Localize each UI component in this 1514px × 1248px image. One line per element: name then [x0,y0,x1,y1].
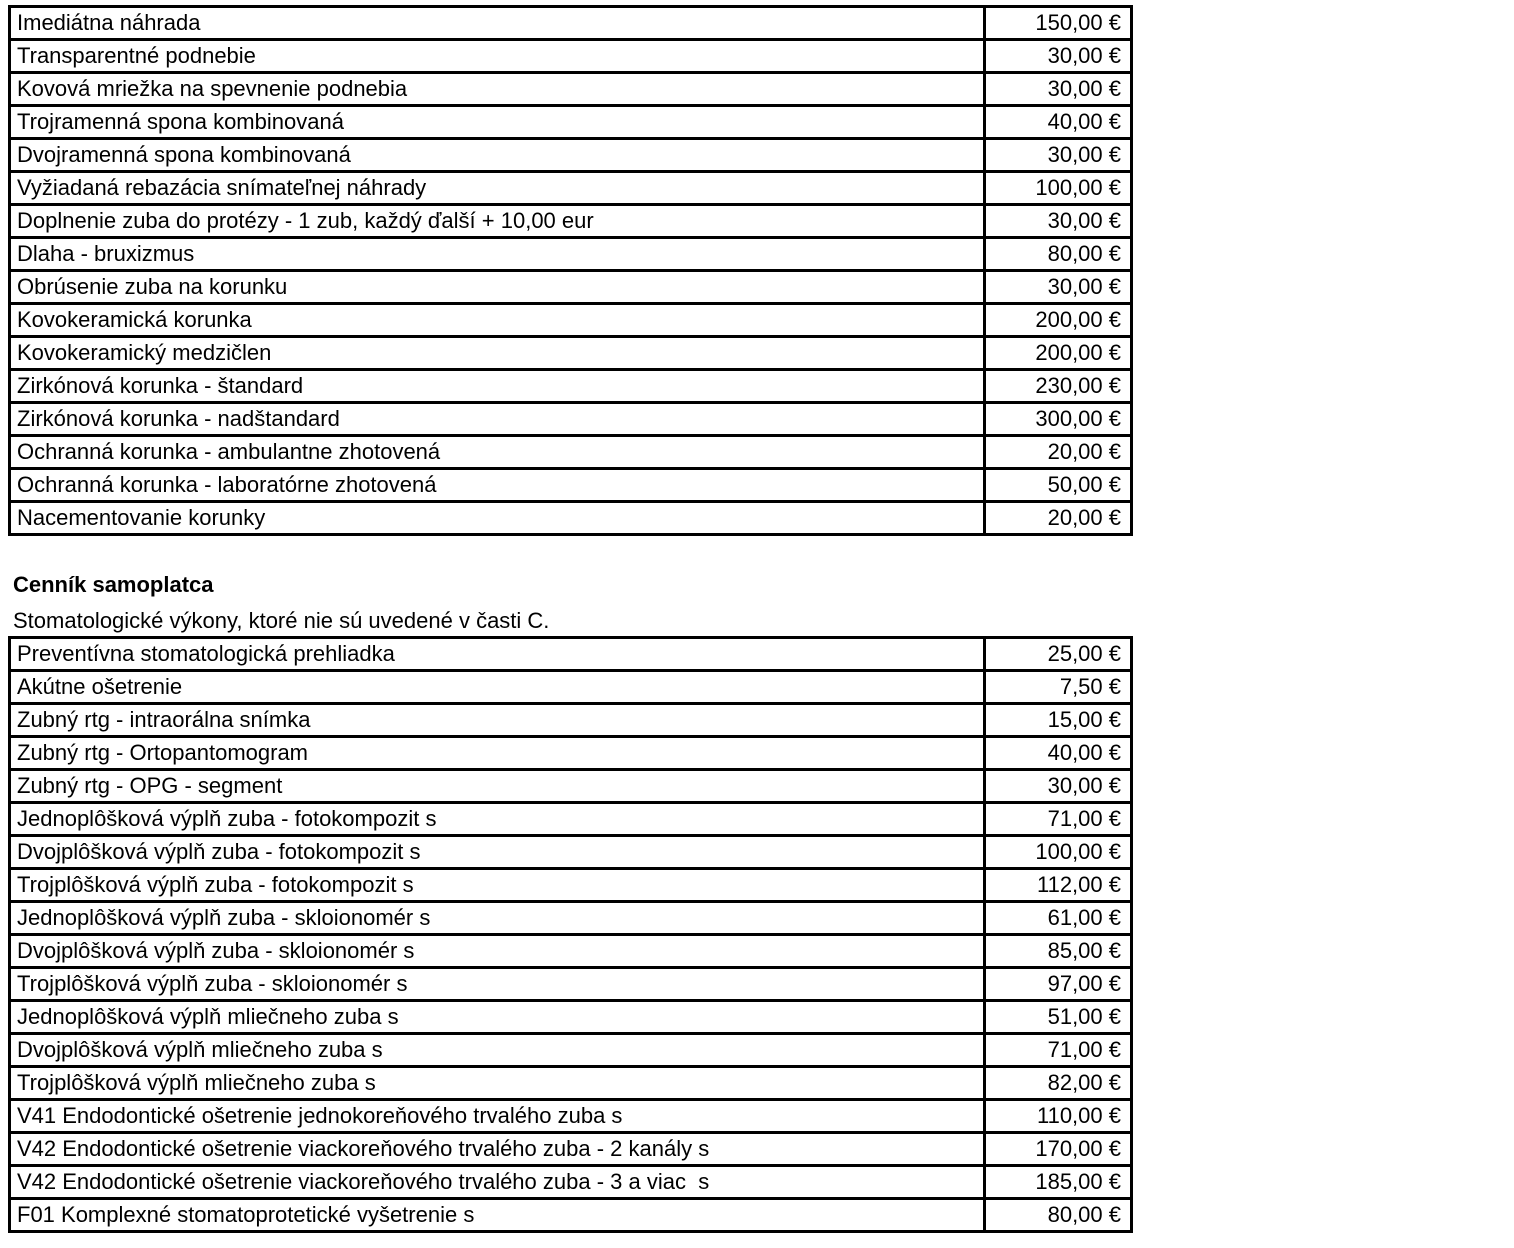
item-name-cell: Zubný rtg - intraorálna snímka [10,704,985,737]
table-row [10,770,1132,803]
item-name-cell: Akútne ošetrenie [10,671,985,704]
item-price-cell: 30,00 € [985,139,1132,172]
item-price-cell: 51,00 € [985,1001,1132,1034]
item-price-cell: 82,00 € [985,1067,1132,1100]
section-title-cennik-samoplatca: Cenník samoplatca [13,572,214,597]
table-row [10,1100,1132,1133]
item-price-cell: 80,00 € [985,1199,1132,1232]
item-name-cell: Dvojplôšková výplň zuba - fotokompozit s [10,836,985,869]
item-name-cell: Zirkónová korunka - štandard [10,370,985,403]
item-price-cell: 200,00 € [985,337,1132,370]
table-row [10,172,1132,205]
item-name-cell: V42 Endodontické ošetrenie viackoreňového trvalého zuba - 2 kanály s [10,1133,985,1166]
price-table-samoplatca [8,636,1133,1233]
table-row [10,337,1132,370]
table-row [10,403,1132,436]
table-row [10,836,1132,869]
item-price-cell: 40,00 € [985,106,1132,139]
item-name-cell: Zubný rtg - OPG - segment [10,770,985,803]
table-row [10,106,1132,139]
item-price-cell: 110,00 € [985,1100,1132,1133]
item-name-cell: Kovokeramická korunka [10,304,985,337]
table-row [10,1034,1132,1067]
item-price-cell: 85,00 € [985,935,1132,968]
item-name-cell: Kovokeramický medzičlen [10,337,985,370]
item-price-cell: 30,00 € [985,271,1132,304]
item-name-cell: Jednoplôšková výplň mliečneho zuba s [10,1001,985,1034]
table-row [10,304,1132,337]
table-row [10,935,1132,968]
table-row [10,139,1132,172]
item-price-cell: 61,00 € [985,902,1132,935]
item-name-cell: F01 Komplexné stomatoprotetické vyšetrenie s [10,1199,985,1232]
table-row [10,1001,1132,1034]
item-price-cell: 71,00 € [985,803,1132,836]
item-name-cell: Kovová mriežka na spevnenie podnebia [10,73,985,106]
item-price-cell: 100,00 € [985,836,1132,869]
table-row [10,205,1132,238]
table-row [10,469,1132,502]
table-row [10,502,1132,535]
item-price-cell: 150,00 € [985,7,1132,40]
table-row [10,73,1132,106]
item-price-cell: 80,00 € [985,238,1132,271]
item-name-cell: Jednoplôšková výplň zuba - skloionomér s [10,902,985,935]
item-name-cell: Trojplôšková výplň zuba - skloionomér s [10,968,985,1001]
table-row [10,238,1132,271]
item-name-cell: Dvojramenná spona kombinovaná [10,139,985,172]
item-name-cell: Trojramenná spona kombinovaná [10,106,985,139]
table-row [10,704,1132,737]
table-row [10,968,1132,1001]
table-row [10,803,1132,836]
item-price-cell: 30,00 € [985,770,1132,803]
table-row [10,1199,1132,1232]
table-row [10,436,1132,469]
item-price-cell: 25,00 € [985,638,1132,671]
item-price-cell: 30,00 € [985,205,1132,238]
table-row [10,1067,1132,1100]
item-name-cell: V42 Endodontické ošetrenie viackoreňového trvalého zuba - 3 a viac s [10,1166,985,1199]
table-row [10,638,1132,671]
item-name-cell: Imediátna náhrada [10,7,985,40]
item-price-cell: 20,00 € [985,502,1132,535]
item-price-cell: 40,00 € [985,737,1132,770]
price-table-prosthetics [8,5,1133,536]
item-name-cell: Ochranná korunka - laboratórne zhotovená [10,469,985,502]
item-price-cell: 71,00 € [985,1034,1132,1067]
item-price-cell: 97,00 € [985,968,1132,1001]
table-row [10,671,1132,704]
item-name-cell: Trojplôšková výplň mliečneho zuba s [10,1067,985,1100]
item-price-cell: 112,00 € [985,869,1132,902]
item-price-cell: 185,00 € [985,1166,1132,1199]
item-name-cell: Vyžiadaná rebazácia snímateľnej náhrady [10,172,985,205]
item-name-cell: Dvojplôšková výplň mliečneho zuba s [10,1034,985,1067]
item-name-cell: V41 Endodontické ošetrenie jednokoreňového trvalého zuba s [10,1100,985,1133]
item-price-cell: 15,00 € [985,704,1132,737]
table-row [10,902,1132,935]
item-name-cell: Nacementovanie korunky [10,502,985,535]
item-name-cell: Transparentné podnebie [10,40,985,73]
item-name-cell: Dvojplôšková výplň zuba - skloionomér s [10,935,985,968]
item-price-cell: 100,00 € [985,172,1132,205]
item-price-cell: 230,00 € [985,370,1132,403]
item-price-cell: 7,50 € [985,671,1132,704]
table-row [10,869,1132,902]
item-price-cell: 30,00 € [985,73,1132,106]
item-name-cell: Ochranná korunka - ambulantne zhotovená [10,436,985,469]
table-row [10,1166,1132,1199]
table-row [10,40,1132,73]
item-name-cell: Zubný rtg - Ortopantomogram [10,737,985,770]
item-name-cell: Obrúsenie zuba na korunku [10,271,985,304]
item-name-cell: Dlaha - bruxizmus [10,238,985,271]
item-name-cell: Doplnenie zuba do protézy - 1 zub, každý ďalší + 10,00 eur [10,205,985,238]
table-row [10,737,1132,770]
item-price-cell: 300,00 € [985,403,1132,436]
item-price-cell: 20,00 € [985,436,1132,469]
item-name-cell: Trojplôšková výplň zuba - fotokompozit s [10,869,985,902]
item-price-cell: 30,00 € [985,40,1132,73]
table-row [10,271,1132,304]
item-price-cell: 170,00 € [985,1133,1132,1166]
item-name-cell: Zirkónová korunka - nadštandard [10,403,985,436]
item-name-cell: Preventívna stomatologická prehliadka [10,638,985,671]
table-row [10,7,1132,40]
table-row [10,1133,1132,1166]
item-price-cell: 200,00 € [985,304,1132,337]
section-subtitle: Stomatologické výkony, ktoré nie sú uvedené v časti C. [13,608,550,633]
item-name-cell: Jednoplôšková výplň zuba - fotokompozit s [10,803,985,836]
item-price-cell: 50,00 € [985,469,1132,502]
table-row [10,370,1132,403]
